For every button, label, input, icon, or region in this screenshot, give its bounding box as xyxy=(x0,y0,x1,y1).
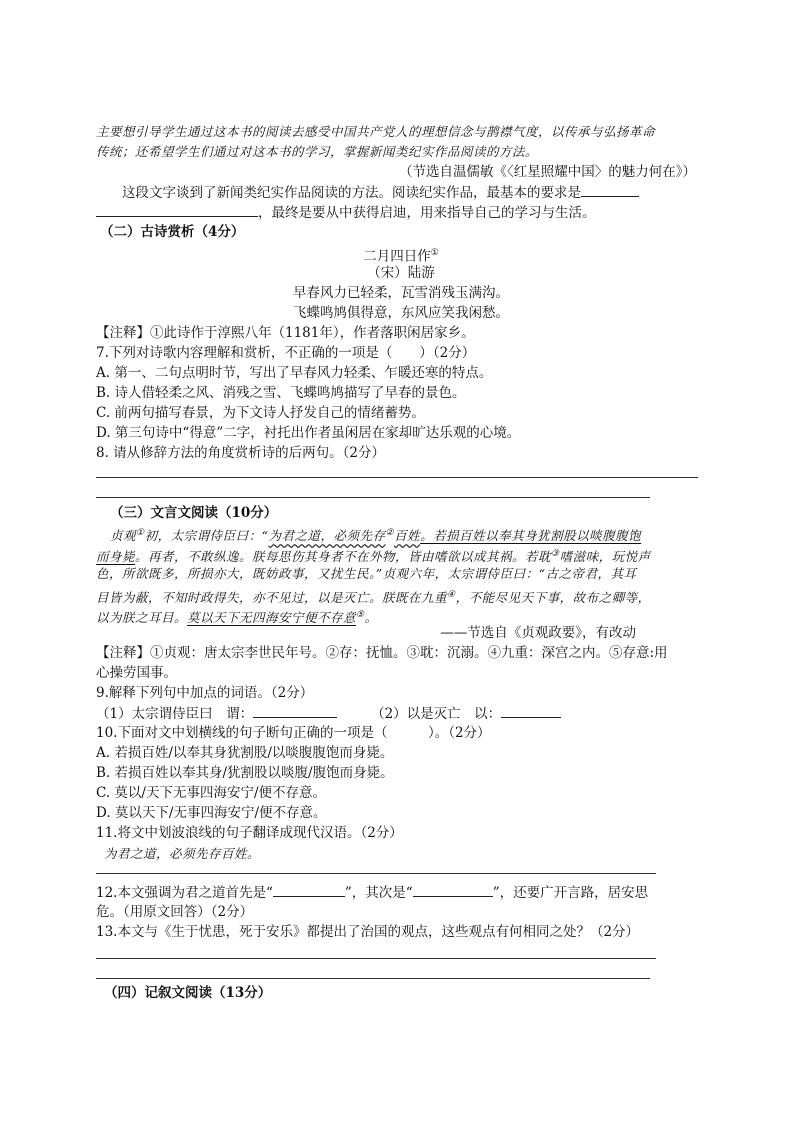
intro-line-2: 传统；还希望学生们通过对这本书的学习，掌握新闻类纪实作品阅读的方法。 xyxy=(96,144,539,159)
answer-blank[interactable] xyxy=(253,703,337,718)
footnote-marker: ③ xyxy=(551,549,560,559)
footnote-marker: ④ xyxy=(447,590,456,600)
question-10-option-d: D. 莫以天下/无事四海安宁/便不存意。 xyxy=(96,805,327,821)
question-10-option-b: B. 若损百姓以奉其身/犹割股以啖腹/腹饱而身毙。 xyxy=(96,765,394,781)
underlined-text: 。若损百姓以奉其身犹割股以啖腹腹饱 xyxy=(420,528,642,544)
question-7-option-d: D. 第三句诗中“得意”二字，衬托出作者虽闲居在家却旷达乐观的心境。 xyxy=(96,425,521,441)
answer-blank[interactable] xyxy=(413,882,493,897)
question-7-option-a: A. 第一、二句点明时节，写出了早春风力轻柔、乍暖还寒的特点。 xyxy=(96,365,493,381)
underlined-text: 莫以天下无四海安宁便不存意 xyxy=(187,610,357,626)
footnote-marker: ② xyxy=(385,528,395,538)
underlined-text: 而身毙 xyxy=(96,549,136,565)
intro-source: （节选自温儒敏《〈红星照耀中国〉的魅力何在》） xyxy=(399,164,696,180)
section-title-classical: （三）文言文阅读（10分） xyxy=(110,505,278,521)
question-11-text: 为君之道，必须先存百姓。 xyxy=(104,846,261,861)
text-span: 以为朕之耳目。 xyxy=(96,610,188,626)
text-span: 12.本文强调为君之道首先是“ xyxy=(96,885,273,901)
question-10: 10.下面对文中划横线的句子断句正确的一项是（ ）。（2分） xyxy=(96,725,491,741)
classical-note-line-1: 【注释】①贞观：唐太宗李世民年号。②存：抚恤。③耽：沉溺。④九重：深宫之内。⑤存意:用 xyxy=(96,645,668,661)
text-span: 。再者，不敢纵逸。朕每思伤其身者不在外物，皆由嗜欲以成其祸。若耽 xyxy=(135,549,552,565)
question-7-option-b: B. 诗人借轻柔之风、消残之雪、飞蝶鸣鸠描写了早春的景色。 xyxy=(96,385,466,401)
answer-line[interactable] xyxy=(96,978,650,979)
question-10-option-a: A. 若损百姓/以奉其身犹割股/以啖腹腹饱而身毙。 xyxy=(96,745,394,761)
question-10-option-c: C. 莫以/天下无事四海安宁/便不存意。 xyxy=(96,785,327,801)
text-span: ，不能尽见天下事，故布之卿等， xyxy=(455,590,651,606)
question-9-item-2: （2）以是灭亡 以： xyxy=(371,706,502,722)
question-11: 11.将文中划波浪线的句子翻译成现代汉语。（2分） xyxy=(96,825,403,841)
text-span: ”，还要广开言路，居安思 xyxy=(492,885,649,901)
poem-title-text: 二月四日作 xyxy=(363,248,431,265)
intro-question-b xyxy=(96,202,706,223)
section-title-narrative: （四）记叙文阅读（13分） xyxy=(104,985,272,1001)
text-span: 嗜滋味，玩悦声 xyxy=(559,549,651,565)
wavy-underlined-text: 为君之道，必须先存 xyxy=(268,528,386,544)
poem-line-1: 早春风力已轻柔，瓦雪消残玉满沟。 xyxy=(293,285,509,301)
question-9: 9.解释下列句中加点的词语。（2分） xyxy=(96,685,314,701)
intro-question-a xyxy=(122,182,682,203)
text-span: 。 xyxy=(364,610,378,626)
intro-question-a-text: 这段文字谈到了新闻类纪实作品阅读的方法。阅读纪实作品，最基本的要求是 xyxy=(122,185,581,201)
answer-blank[interactable] xyxy=(581,182,639,197)
answer-blank[interactable] xyxy=(501,703,561,718)
intro-line-1: 主要想引导学生通过这本书的阅读去感受中国共产党人的理想信念与鹊襟气度，以传承与弘扬革命 xyxy=(96,124,656,139)
wavy-underlined-text: 百姓 xyxy=(394,528,421,544)
question-13: 13.本文与《生于忧患，死于安乐》都提出了治国的观点，这些观点有何相同之处？（2分） xyxy=(96,924,640,940)
question-12 xyxy=(96,882,706,903)
classical-paragraph-line-3: 色，所欲既多，所损亦大，既妨政事，又扰生民。”贞观六年，太宗谓侍臣曰：“古之帝君，其耳 xyxy=(96,566,637,581)
text-span: 初，太宗谓侍臣曰：“ xyxy=(144,528,269,544)
footnote-marker: ① xyxy=(136,528,145,538)
text-span: ”，其次是“ xyxy=(344,885,413,901)
classical-source: ——节选自《贞观政要》，有改动 xyxy=(440,625,636,641)
poem-line-2: 飞蝶鸣鸠俱得意，东风应笑我闲愁。 xyxy=(293,305,509,321)
answer-blank[interactable] xyxy=(273,882,345,897)
question-9-item-1: （1）太宗谓侍臣曰 谓： xyxy=(96,706,254,722)
poem-author: （宋）陆游 xyxy=(367,265,435,281)
question-8: 8. 请从修辞方法的角度赏析诗的后两句。（2分） xyxy=(96,445,386,461)
answer-blank[interactable] xyxy=(96,202,258,217)
answer-line[interactable] xyxy=(96,873,656,874)
classical-note-line-2: 心操劳国事。 xyxy=(96,665,177,681)
answer-line[interactable] xyxy=(96,477,698,478)
answer-line[interactable] xyxy=(96,497,650,498)
answer-line[interactable] xyxy=(96,958,656,959)
section-title-poem: （二）古诗赏析（4分） xyxy=(100,224,245,240)
text-span: 贞观 xyxy=(110,528,137,544)
question-7: 7.下列对诗歌内容理解和赏析，不正确的一项是（ ）（2分） xyxy=(96,345,476,361)
footnote-marker: ① xyxy=(430,248,439,258)
question-9-items xyxy=(96,703,706,724)
poem-note: 【注释】①此诗作于淳熙八年（1181年），作者落职闲居家乡。 xyxy=(96,325,475,341)
text-span: 目皆为蔽，不知时政得失，亦不见过，以是灭亡。朕既在九重 xyxy=(96,590,448,606)
question-12-cont: 危。（用原文回答）（2分） xyxy=(96,904,254,920)
question-7-option-c: C. 前两句描写春景，为下文诗人抒发自己的情绪蓄势。 xyxy=(96,405,425,421)
intro-question-b-text: ，最终是要从中获得启迪，用来指导自己的学习与生活。 xyxy=(258,205,596,221)
classical-paragraph-line-1 xyxy=(110,523,700,546)
footnote-marker: ⑤ xyxy=(356,610,365,620)
